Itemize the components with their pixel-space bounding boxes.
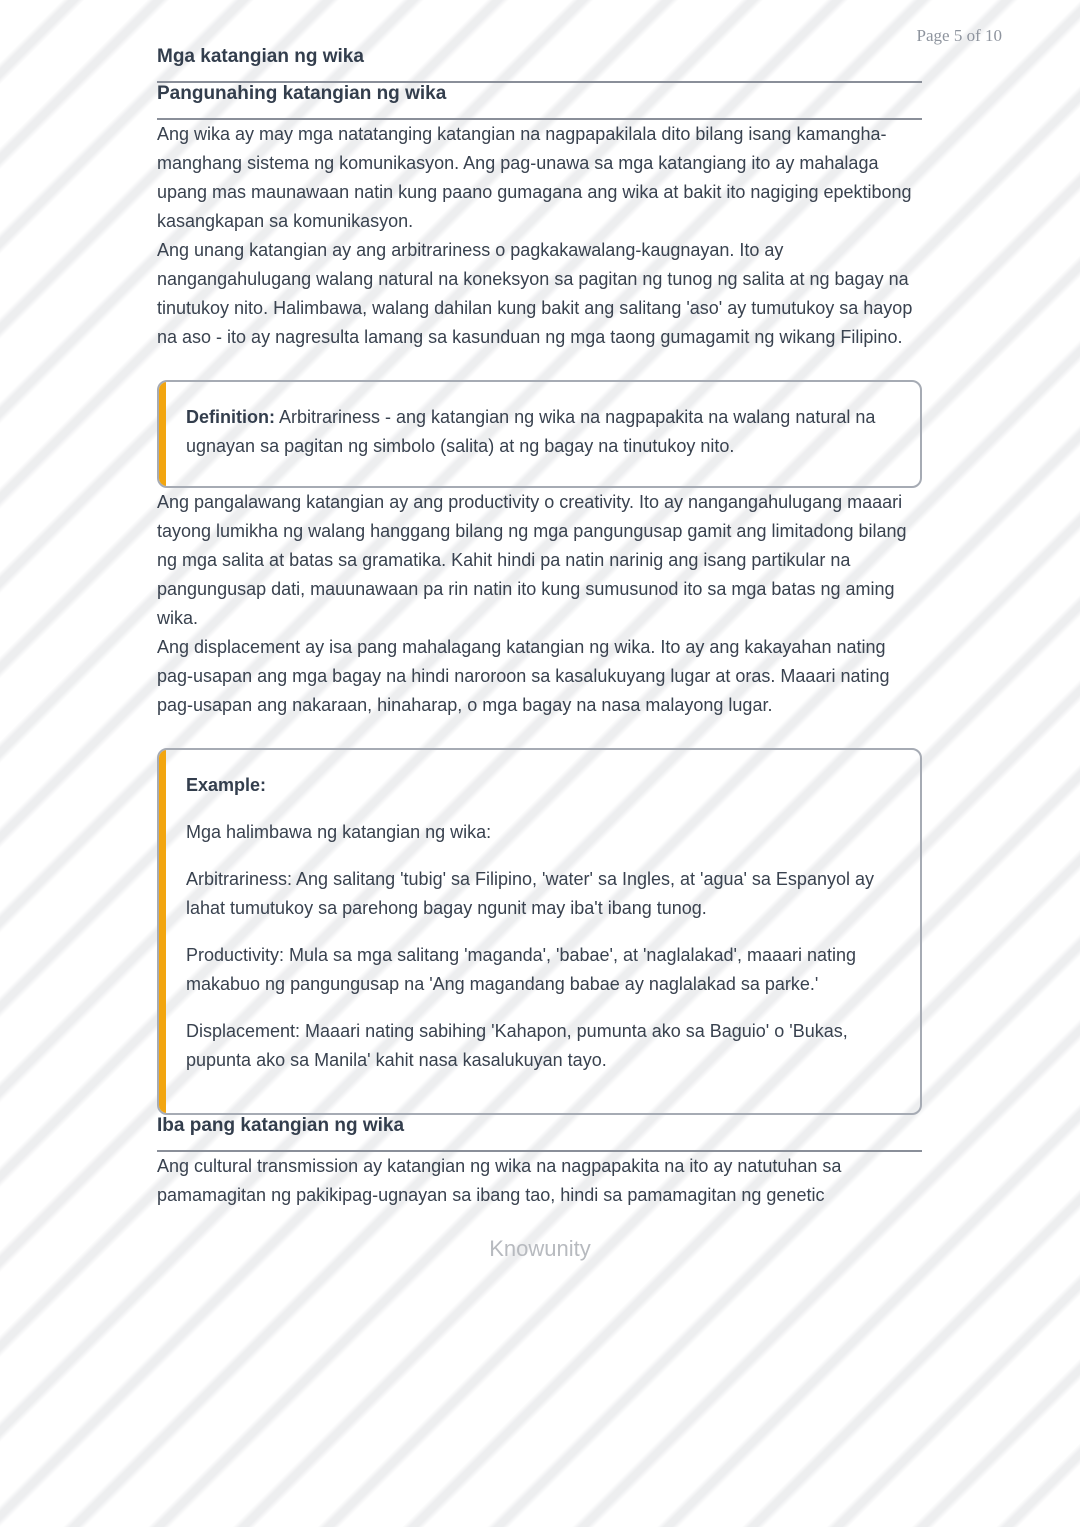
section-heading-sub: Pangunahing katangian ng wika bbox=[157, 83, 922, 120]
accent-bar bbox=[159, 750, 166, 1113]
definition-body: Arbitrariness - ang katangian ng wika na nagpapakita na walang natural na ugnayan sa pagitan ng simbolo (salita) at ng bagay na tinutukoy nito. bbox=[186, 407, 876, 456]
example-item-productivity: Productivity: Mula sa mga salitang 'maganda', 'babae', at 'naglalakad', maaari nating makabuo ng pangungusap na 'Ang magandang babae ay naglalakad sa parke.' bbox=[186, 945, 857, 994]
example-item-arbitrariness: Arbitrariness: Ang salitang 'tubig' sa Filipino, 'water' sa Ingles, at 'agua' sa Espanyol ay lahat tumutukoy sa parehong bagay ngunit may iba't ibang tunog. bbox=[186, 869, 874, 918]
example-box bbox=[157, 748, 922, 1115]
page-number: Page 5 of 10 bbox=[916, 26, 1002, 45]
section-heading-other: Iba pang katangian ng wika bbox=[157, 1115, 922, 1152]
example-intro: Mga halimbawa ng katangian ng wika: bbox=[186, 822, 492, 842]
example-label: Example: bbox=[186, 775, 267, 795]
definition-box bbox=[157, 380, 922, 488]
definition-text bbox=[186, 403, 890, 461]
accent-bar bbox=[159, 382, 166, 486]
section-heading-main: Mga katangian ng wika bbox=[157, 46, 922, 83]
paragraph-displacement: Ang displacement ay isa pang mahalagang katangian ng wika. Ito ay ang kakayahan nating pag-usapan ang mga bagay na hindi naroroon sa kasalukuyang lugar at oras. Maaari nating pag-usapan ang nakaraan, hinaharap, o mga bagay na nasa malayong lugar. bbox=[157, 637, 890, 715]
footer-brand: Knowunity bbox=[489, 1236, 591, 1261]
paragraph-intro: Ang wika ay may mga natatanging katangian na nagpapakilala dito bilang isang kamangha-manghang sistema ng komunikasyon. Ang pag-unawa sa mga katangiang ito ay mahalaga upang mas maunawaan natin kung paano gumagana ang wika at bakit ito nagiging epektibong kasangkapan sa komunikasyon. bbox=[157, 124, 912, 231]
definition-label: Definition: bbox=[186, 407, 275, 427]
paragraph-arbitrariness: Ang unang katangian ay ang arbitrariness o pagkakawalang-kaugnayan. Ito ay nangangahulugang walang natural na koneksyon sa pagitan ng tunog ng salita at ng bagay na tinutukoy nito. Halimbawa, walang dahilan kung bakit ang salitang 'aso' ay tumutukoy sa hayop na aso - ito ay nagresulta lamang sa kasunduan ng mga taong gumagamit ng wikang Filipino. bbox=[157, 240, 913, 347]
paragraph-productivity: Ang pangalawang katangian ay ang productivity o creativity. Ito ay nangangahulugang maaari tayong lumikha ng walang hanggang bilang ng mga pangungusap gamit ang limitadong bilang ng mga salita at batas sa gramatika. Kahit hindi pa natin narinig ang isang partikular na pangungusap dati, mauunawaan pa rin natin ito kung sumusunod ito sa mga batas ng aming wika. bbox=[157, 492, 907, 628]
example-item-displacement: Displacement: Maaari nating sabihing 'Kahapon, pumunta ako sa Baguio' o 'Bukas, pupunta ako sa Manila' kahit nasa kasalukuyan tayo. bbox=[186, 1021, 848, 1070]
paragraph-cultural-transmission: Ang cultural transmission ay katangian ng wika na nagpapakita na ito ay natutuhan sa pamamagitan ng pakikipag-ugnayan sa ibang tao, hindi sa pamamagitan ng genetic bbox=[157, 1156, 842, 1205]
page-content bbox=[157, 46, 922, 1210]
